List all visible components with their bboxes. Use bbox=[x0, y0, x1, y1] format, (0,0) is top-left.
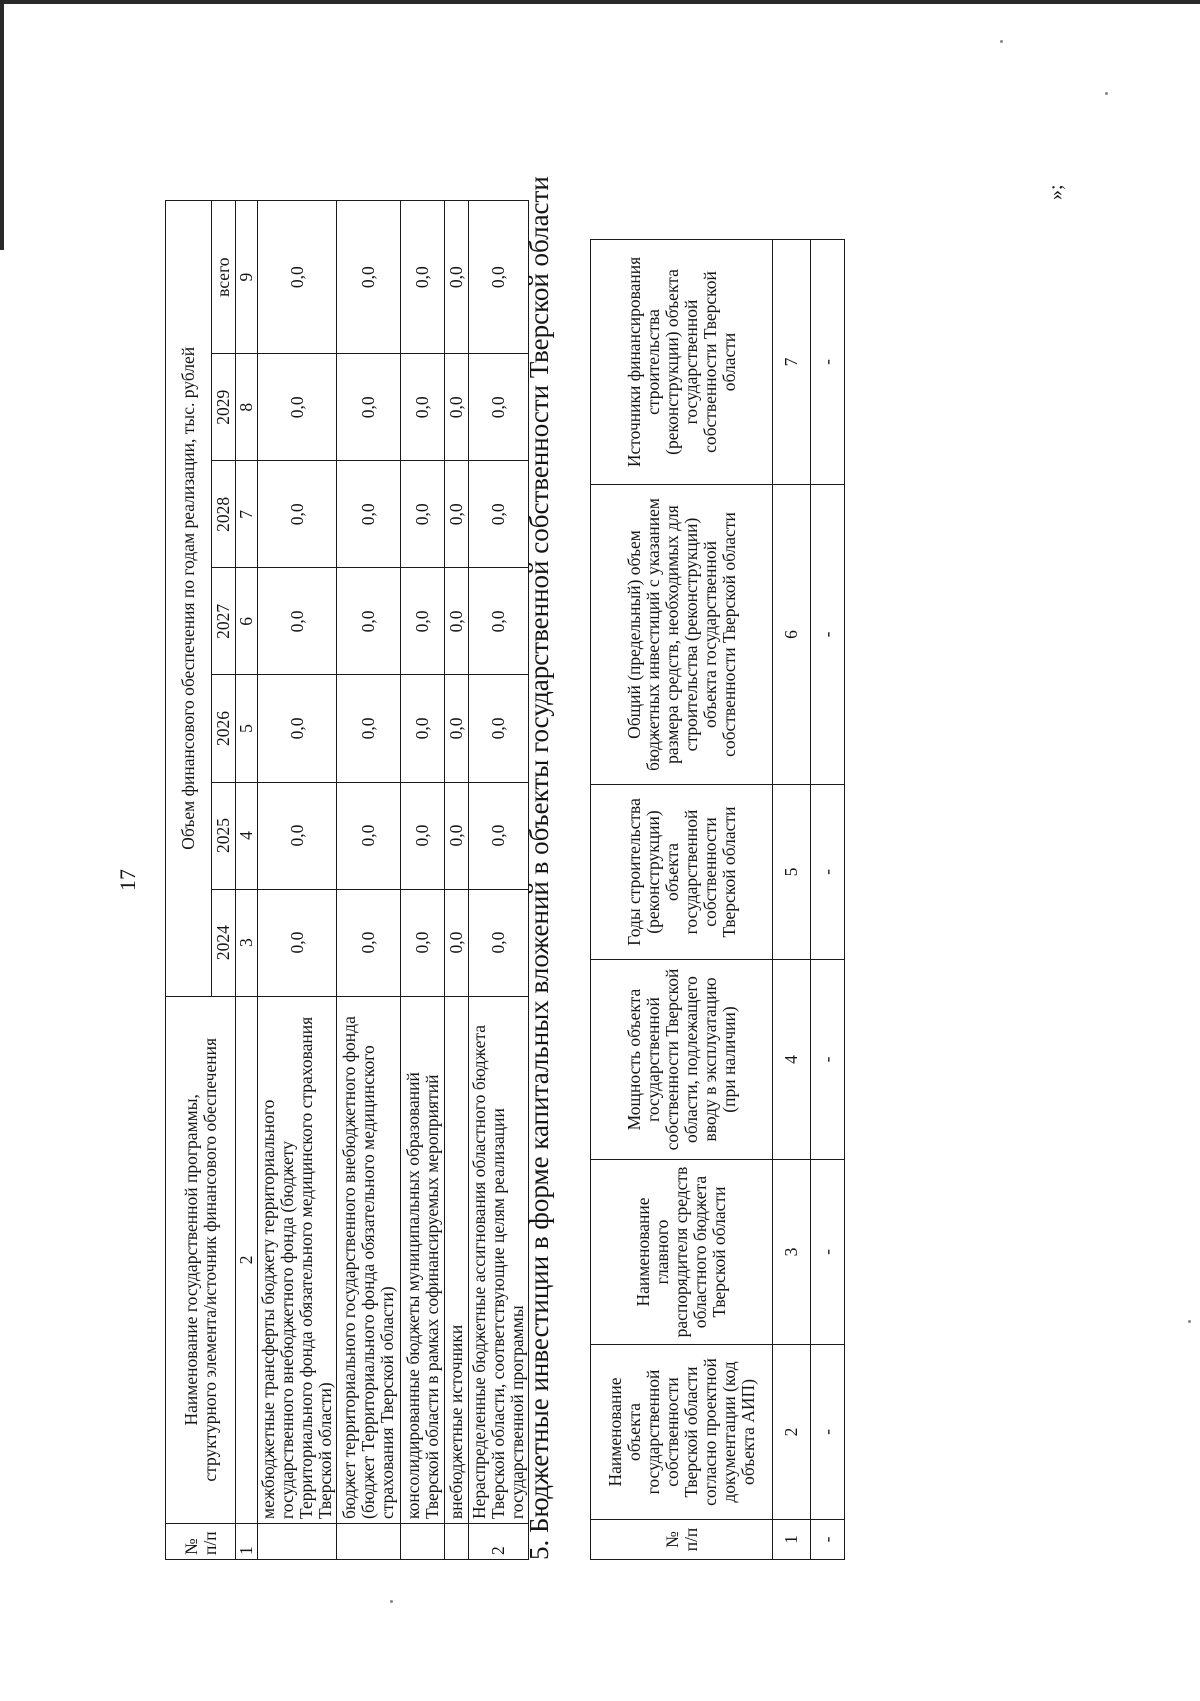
investment-header: Наименование объекта государственной собственности Тверской области согласно проектной документации (код объекта АИП) bbox=[591, 1345, 773, 1520]
value-cell: 0,0 bbox=[258, 889, 337, 996]
section-heading: 5. Бюджетные инвестиции в форме капитальных вложений в объекты государственной собственности Тверской области bbox=[524, 176, 554, 1560]
row-no bbox=[401, 1523, 445, 1559]
value-cell: 0,0 bbox=[445, 889, 469, 996]
header-year: 2027 bbox=[212, 568, 236, 675]
scan-speck bbox=[1188, 1320, 1191, 1323]
value-cell: 0,0 bbox=[445, 201, 469, 354]
header-year: 2029 bbox=[212, 354, 236, 461]
header-year: 2028 bbox=[212, 461, 236, 568]
value-cell: 0,0 bbox=[337, 461, 401, 568]
column-number: 3 bbox=[236, 889, 258, 996]
rotated-page-content bbox=[115, 160, 1135, 1600]
value-cell: 0,0 bbox=[337, 782, 401, 889]
value-cell: 0,0 bbox=[258, 354, 337, 461]
header-year: 2024 bbox=[212, 889, 236, 996]
value-cell: 0,0 bbox=[445, 461, 469, 568]
table-row bbox=[469, 201, 529, 1560]
value-cell: 0,0 bbox=[337, 568, 401, 675]
row-no bbox=[445, 1523, 469, 1559]
column-number-row bbox=[236, 201, 258, 1560]
header-total: всего bbox=[212, 201, 236, 354]
value-cell: 0,0 bbox=[401, 889, 445, 996]
value-cell: 0,0 bbox=[337, 201, 401, 354]
column-number: 2 bbox=[236, 996, 258, 1523]
financing-table bbox=[165, 200, 529, 1560]
investment-table bbox=[590, 239, 845, 1560]
table-cell: - bbox=[811, 240, 845, 485]
value-cell: 0,0 bbox=[337, 354, 401, 461]
value-cell: 0,0 bbox=[258, 568, 337, 675]
row-no bbox=[337, 1523, 401, 1559]
scan-speck bbox=[390, 1600, 393, 1603]
page-number: 17 bbox=[115, 869, 140, 891]
value-cell: 0,0 bbox=[469, 782, 529, 889]
table-cell: - bbox=[811, 1345, 845, 1520]
value-cell: 0,0 bbox=[469, 889, 529, 996]
column-number: 5 bbox=[236, 675, 258, 782]
column-number: 6 bbox=[773, 485, 811, 785]
header-volume: Объем финансового обеспечения по годам реализации, тыс. рублей bbox=[166, 201, 212, 997]
table-cell: - bbox=[811, 1520, 845, 1560]
table-cell: - bbox=[811, 485, 845, 785]
investment-header: Годы строительства (реконструкции) объекта государственной собственности Тверской области bbox=[591, 785, 773, 960]
table-cell: - bbox=[811, 785, 845, 960]
row-no bbox=[258, 1523, 337, 1559]
table-row bbox=[445, 201, 469, 1560]
column-number: 3 bbox=[773, 1160, 811, 1345]
value-cell: 0,0 bbox=[469, 354, 529, 461]
value-cell: 0,0 bbox=[258, 782, 337, 889]
column-number: 7 bbox=[236, 461, 258, 568]
value-cell: 0,0 bbox=[445, 354, 469, 461]
closing-quote-mark: »; bbox=[1045, 184, 1067, 200]
scan-border-left bbox=[0, 0, 4, 250]
value-cell: 0,0 bbox=[469, 201, 529, 354]
value-cell: 0,0 bbox=[401, 675, 445, 782]
value-cell: 0,0 bbox=[469, 675, 529, 782]
value-cell: 0,0 bbox=[401, 201, 445, 354]
value-cell: 0,0 bbox=[445, 782, 469, 889]
header-name-line2: структурного элемента/источник финансового обеспечения bbox=[199, 1038, 220, 1482]
header-no: № п/п bbox=[166, 1523, 236, 1559]
column-number: 5 bbox=[773, 785, 811, 960]
header-year: 2025 bbox=[212, 782, 236, 889]
investment-header: Наименование главного распорядителя средств областного бюджета Тверской области bbox=[591, 1160, 773, 1345]
value-cell: 0,0 bbox=[445, 568, 469, 675]
value-cell: 0,0 bbox=[337, 675, 401, 782]
investment-header: № п/п bbox=[591, 1520, 773, 1560]
value-cell: 0,0 bbox=[337, 889, 401, 996]
investment-header: Источники финансирования строительства (реконструкции) объекта государственной собственности Тверской области bbox=[591, 240, 773, 485]
investment-header: Мощность объекта государственной собственности Тверской области, подлежащего вводу в эксплуатацию (при наличии) bbox=[591, 960, 773, 1160]
column-number: 8 bbox=[236, 354, 258, 461]
row-name: консолидированные бюджеты муниципальных образований Тверской области в рамках софинансируемых мероприятий bbox=[401, 996, 445, 1523]
row-name: внебюджетные источники bbox=[445, 996, 469, 1523]
table-cell: - bbox=[811, 1160, 845, 1345]
value-cell: 0,0 bbox=[401, 461, 445, 568]
column-number: 4 bbox=[773, 960, 811, 1160]
row-name: межбюджетные трансферты бюджету территориального государственного внебюджетного фонда (бюджету Территориального фонда обязательного медицинского страхования Тверской области) bbox=[258, 996, 337, 1523]
table-row bbox=[401, 201, 445, 1560]
row-name: Нераспределенные бюджетные ассигнования областного бюджета Тверской области, соответствующие целям реализации государственной программы bbox=[469, 996, 529, 1523]
value-cell: 0,0 bbox=[469, 461, 529, 568]
table-row bbox=[258, 201, 337, 1560]
header-name-line1: Наименование государственной программы, bbox=[180, 1094, 201, 1426]
header-year: 2026 bbox=[212, 675, 236, 782]
column-number: 4 bbox=[236, 782, 258, 889]
column-number: 9 bbox=[236, 201, 258, 354]
column-number: 6 bbox=[236, 568, 258, 675]
column-number: 2 bbox=[773, 1345, 811, 1520]
value-cell: 0,0 bbox=[258, 675, 337, 782]
value-cell: 0,0 bbox=[401, 568, 445, 675]
scan-speck bbox=[1000, 40, 1003, 43]
column-number: 7 bbox=[773, 240, 811, 485]
value-cell: 0,0 bbox=[258, 201, 337, 354]
column-number: 1 bbox=[773, 1520, 811, 1560]
row-no: 2 bbox=[469, 1523, 529, 1559]
column-number-row bbox=[773, 240, 811, 1560]
scan-border-top bbox=[0, 0, 1200, 4]
row-name: бюджет территориального государственного внебюджетного фонда (бюджет Территориального фонда обязательного медицинского страхования Тверской области) bbox=[337, 996, 401, 1523]
value-cell: 0,0 bbox=[401, 354, 445, 461]
table-cell: - bbox=[811, 960, 845, 1160]
value-cell: 0,0 bbox=[469, 568, 529, 675]
value-cell: 0,0 bbox=[401, 782, 445, 889]
scan-speck bbox=[1105, 92, 1108, 95]
value-cell: 0,0 bbox=[445, 675, 469, 782]
table-row bbox=[337, 201, 401, 1560]
investment-header: Общий (предельный) объем бюджетных инвестиций с указанием размера средств, необходимых для строительства (реконструкции) объекта государственной собственности Тверской области bbox=[591, 485, 773, 785]
table-row bbox=[811, 240, 845, 1560]
value-cell: 0,0 bbox=[258, 461, 337, 568]
column-number: 1 bbox=[236, 1523, 258, 1559]
header-name bbox=[166, 996, 236, 1523]
